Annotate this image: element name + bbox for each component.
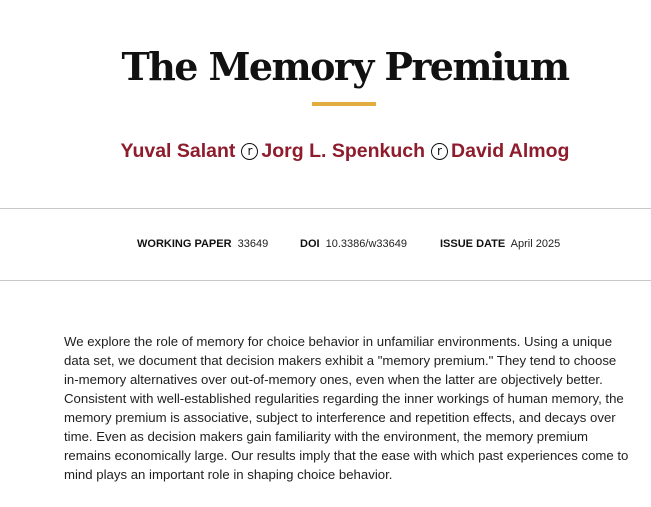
doi-value[interactable]: 10.3386/w33649 <box>325 238 407 250</box>
issue-date-meta <box>440 237 560 251</box>
meta-top-divider <box>0 208 651 209</box>
meta-bottom-divider <box>0 280 651 281</box>
doi-meta <box>300 237 407 251</box>
working-paper-label: WORKING PAPER <box>137 238 232 250</box>
author-list <box>0 138 651 164</box>
paper-title: The Memory Premium <box>121 44 569 90</box>
author-separator-icon: r <box>431 143 448 160</box>
doi-label: DOI <box>300 238 320 250</box>
author-separator-icon: r <box>241 143 258 160</box>
abstract-text: We explore the role of memory for choice behavior in unfamiliar environments. Using a unique data set, we document that decision makers exhibit a "memory premium." They tend to choose in-memory alternatives over out-of-memory ones, even when the latter are objectively better. Consistent with well-established regularities regarding the inner workings of human memory, the memory premium is associative, subject to interference and repetition effects, and decays over time. Even as decision makers gain familiarity with the environment, the memory premium remains economically large. Our results imply that the ease with which past experiences come to mind plays an important role in shaping choice behavior. <box>64 334 629 482</box>
issue-date-label: ISSUE DATE <box>440 238 506 250</box>
working-paper-number: 33649 <box>237 238 269 250</box>
accent-divider <box>312 102 376 106</box>
author-link[interactable]: Jorg L. Spenkuch <box>261 140 426 162</box>
author-link[interactable]: Yuval Salant <box>120 140 236 162</box>
working-paper-meta <box>137 237 268 251</box>
issue-date-value: April 2025 <box>510 238 561 250</box>
author-link[interactable]: David Almog <box>451 140 570 162</box>
